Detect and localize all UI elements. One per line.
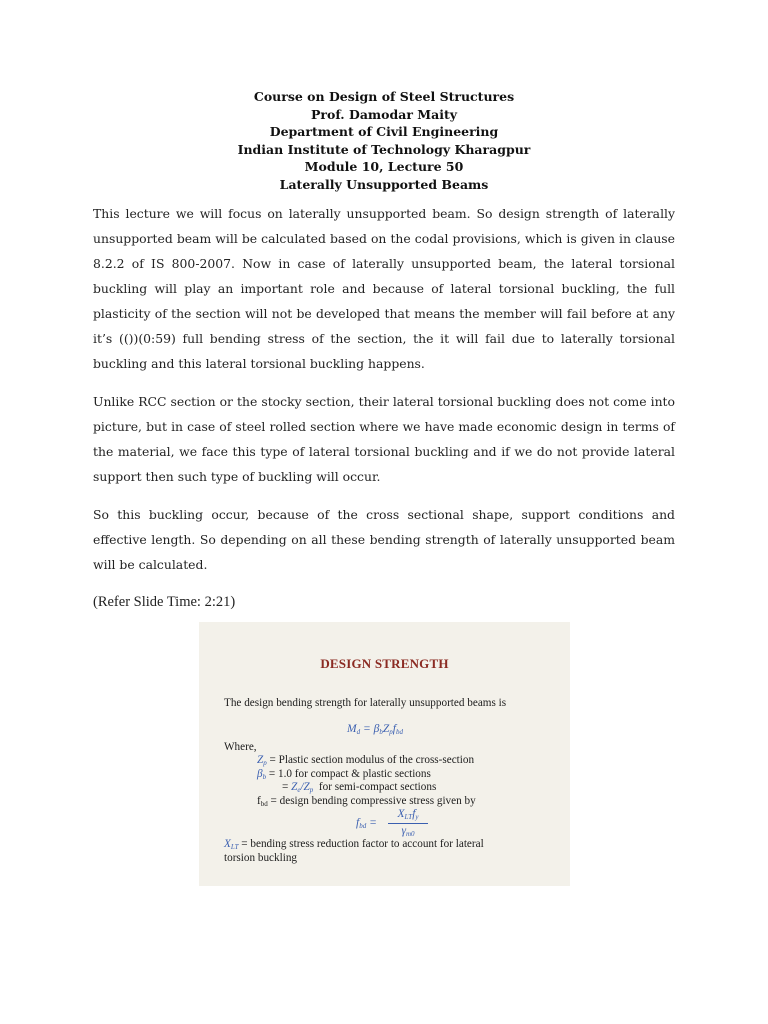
chi-description-continued: torsion buckling (224, 852, 298, 864)
slide-time-reference: (Refer Slide Time: 2:21) (93, 594, 236, 610)
institute-name: Indian Institute of Technology Kharagpur (237, 141, 531, 157)
lecture-topic: Laterally Unsupported Beams (279, 176, 489, 192)
zp-description: = Plastic section modulus of the cross-section (269, 754, 475, 766)
slide-intro-line: The design bending strength for laterally unsupported beams is (224, 697, 507, 709)
fbd-formula-denominator: $\gamma_{m0}$ (401, 825, 415, 838)
ze-zp-ratio: $Z_e/Z_p$ (291, 781, 314, 794)
fbd-definition (257, 795, 476, 811)
paragraph-intro: This lecture we will focus on laterally unsupported beam. So design strength of laterally unsupported beam will be calculated based on the codal provisions, which is given in clause 8.2.2 of IS 800-2007. Now in case of laterally unsupported beam, the lateral torsional buckling will play an important role and because of lateral torsional buckling, the full plasticity of the section will not be developed that means the member will fail before at any it’s (())(0:59) full bending stress of the section, the it will fail due to laterally torsional buckling and this lateral torsional buckling happens. (93, 206, 675, 371)
paragraph-rcc: Unlike RCC section or the stocky section, their lateral torsional buckling does not come into picture, but in case of steel rolled section where we have made economic design in terms of the material, we face this type of lateral torsional buckling and if we do not provide lateral support then such type of buckling will occur. (93, 394, 675, 484)
department-name: Department of Civil Engineering (269, 124, 499, 140)
fbd-formula-lhs: $f_{bd}$ = (356, 817, 377, 830)
course-title: Course on Design of Steel Structures (253, 89, 515, 104)
professor-name: Prof. Damodar Maity (311, 106, 457, 122)
chi-description: = bending stress reduction factor to account for lateral (241, 838, 484, 850)
beta-symbol: $\beta_b$ (257, 768, 267, 781)
beta-semi-description: for semi-compact sections (318, 781, 437, 793)
fbd-formula-numerator: $X_{LT}f_y$ (397, 808, 419, 821)
slide-where-label: Where, (224, 741, 257, 753)
module-lecture: Module 10, Lecture 50 (304, 159, 464, 175)
fraction-bar (388, 823, 428, 824)
fbd-symbol: $f_{bd}$ (257, 795, 268, 808)
chi-lt-symbol: $X_{LT}$ (224, 838, 239, 851)
paragraph-buckling: So this buckling occur, because of the cross sectional shape, support conditions and effective length. So depending on all these bending strength of laterally unsupported beam will be calculated. (93, 507, 675, 572)
design-strength-formula: $M_d = \beta_bZ_pf_{bd}$ (347, 723, 403, 736)
document-header (0, 88, 768, 194)
zp-symbol: $Z_p$ (257, 754, 267, 767)
beta-compact-description: = 1.0 for compact & plastic sections (268, 768, 431, 780)
beta-semi-equals: = (282, 781, 289, 793)
slide-title: DESIGN STRENGTH (320, 656, 449, 671)
fbd-description: = design bending compressive stress given by (270, 795, 476, 807)
